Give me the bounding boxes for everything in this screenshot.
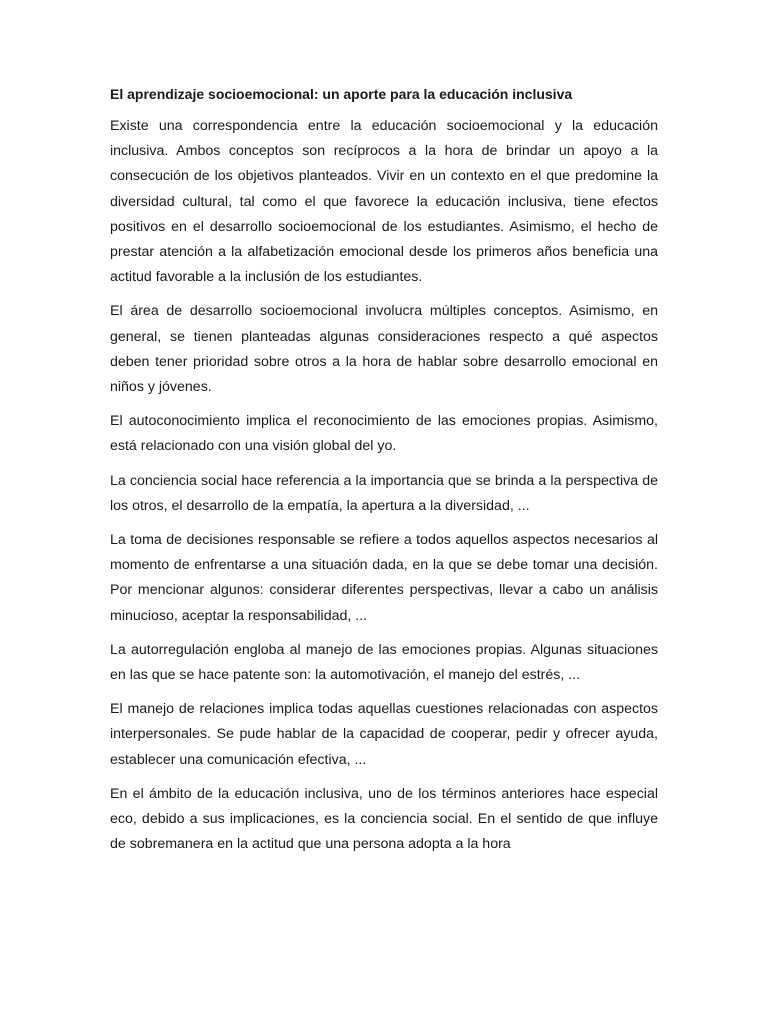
paragraph-ambito-inclusiva: En el ámbito de la educación inclusiva, uno de los términos anteriores hace especial eco, debido a sus implicaciones, es la conciencia social. En el sentido de que influye de sobremanera en la actitud que una persona adopta a la hora: [110, 785, 658, 853]
paragraph-conciencia-social: La conciencia social hace referencia a la importancia que se brinda a la perspectiva de los otros, el desarrollo de la empatía, la apertura a la diversidad, ...: [110, 472, 658, 514]
paragraph-autoconocimiento: El autoconocimiento implica el reconocimiento de las emociones propias. Asimismo, está relacionado con una visión global del yo.: [110, 413, 658, 455]
document-page: [110, 84, 658, 866]
paragraph-correspondencia: Existe una correspondencia entre la educación socioemocional y la educación inclusiva. Ambos conceptos son recíprocos a la hora de brindar un apoyo a la consecución de los objetivos planteados. Vivir en un contexto en el que predomine la diversidad cultural, tal como el que favorece la educación inclusiva, tiene efectos positivos en el desarrollo socioemocional de los estudiantes. Asimismo, el hecho de prestar atención a la alfabetización emocional desde los primeros años beneficia una actitud favorable a la inclusión de los estudiantes.: [110, 118, 658, 286]
paragraph-autorregulacion: La autorregulación engloba al manejo de las emociones propias. Algunas situaciones en las que se hace patente son: la automotivación, el manejo del estrés, ...: [110, 641, 658, 684]
paragraph-toma-decisiones: La toma de decisiones responsable se refiere a todos aquellos aspectos necesarios al momento de enfrentarse a una situación dada, en la que se debe tomar una decisión. Por mencionar algunos: considerar diferentes perspectivas, llevar a cabo un análisis minucioso, aceptar la responsabilidad, ...: [110, 532, 658, 624]
document-title: El aprendizaje socioemocional: un aporte para la educación inclusiva: [110, 86, 573, 102]
paragraph-manejo-relaciones: El manejo de relaciones implica todas aquellas cuestiones relacionadas con aspectos interpersonales. Se pude hablar de la capacidad de cooperar, pedir y ofrecer ayuda, establecer una comunicación efectiva, ...: [110, 701, 658, 768]
paragraph-area-desarrollo: El área de desarrollo socioemocional involucra múltiples conceptos. Asimismo, en general, se tienen planteadas algunas consideraciones respecto a qué aspectos deben tener prioridad sobre otros a la hora de hablar sobre desarrollo emocional en niños y jóvenes.: [110, 303, 658, 396]
